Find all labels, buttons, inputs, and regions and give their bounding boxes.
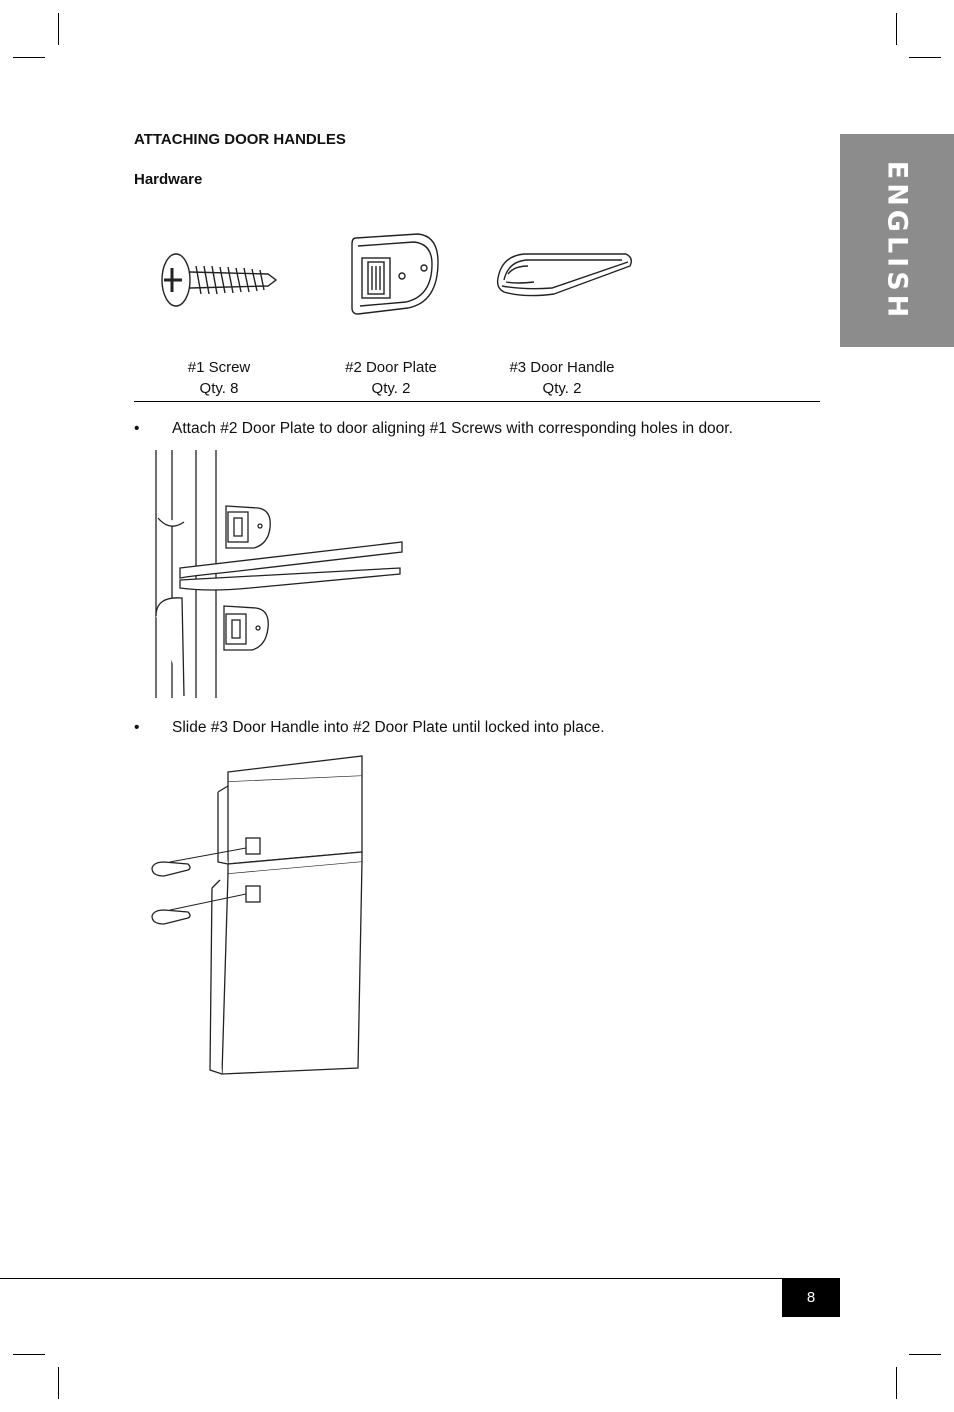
footer-rule — [0, 1278, 840, 1279]
section-title: ATTACHING DOOR HANDLES — [134, 131, 346, 148]
screw-icon — [158, 250, 282, 310]
hardware-name: #2 Door Plate — [345, 359, 437, 376]
step-text: Slide #3 Door Handle into #2 Door Plate until locked into place. — [172, 719, 605, 736]
door-plate-icon — [348, 230, 442, 318]
crop-mark — [909, 1354, 941, 1355]
bullet: • — [134, 719, 140, 736]
crop-mark — [896, 1367, 897, 1399]
crop-mark — [58, 1367, 59, 1399]
crop-mark — [13, 1354, 45, 1355]
page-number-label: 8 — [806, 1289, 816, 1306]
crop-mark — [13, 57, 45, 58]
door-plate-install-illustration — [150, 448, 406, 700]
hardware-name: #3 Door Handle — [509, 359, 615, 376]
hardware-caption-screw — [164, 357, 274, 399]
crop-mark — [896, 13, 897, 45]
door-handle-icon — [494, 248, 636, 300]
divider — [134, 401, 820, 402]
door-handle-install-illustration — [148, 752, 368, 1082]
hardware-qty: Qty. 2 — [542, 380, 582, 397]
hardware-heading: Hardware — [134, 171, 203, 188]
crop-mark — [909, 57, 941, 58]
hardware-name: #1 Screw — [187, 359, 251, 376]
bullet: • — [134, 420, 140, 437]
hardware-caption-door-plate — [330, 357, 452, 399]
hardware-caption-door-handle — [497, 357, 627, 399]
step-text: Attach #2 Door Plate to door aligning #1 Screws with corresponding holes in door. — [172, 420, 733, 437]
hardware-qty: Qty. 2 — [371, 380, 411, 397]
hardware-qty: Qty. 8 — [199, 380, 239, 397]
language-tab-label: ENGLISH — [881, 160, 913, 321]
language-tab — [840, 134, 954, 347]
crop-mark — [58, 13, 59, 45]
page-number — [782, 1278, 840, 1317]
